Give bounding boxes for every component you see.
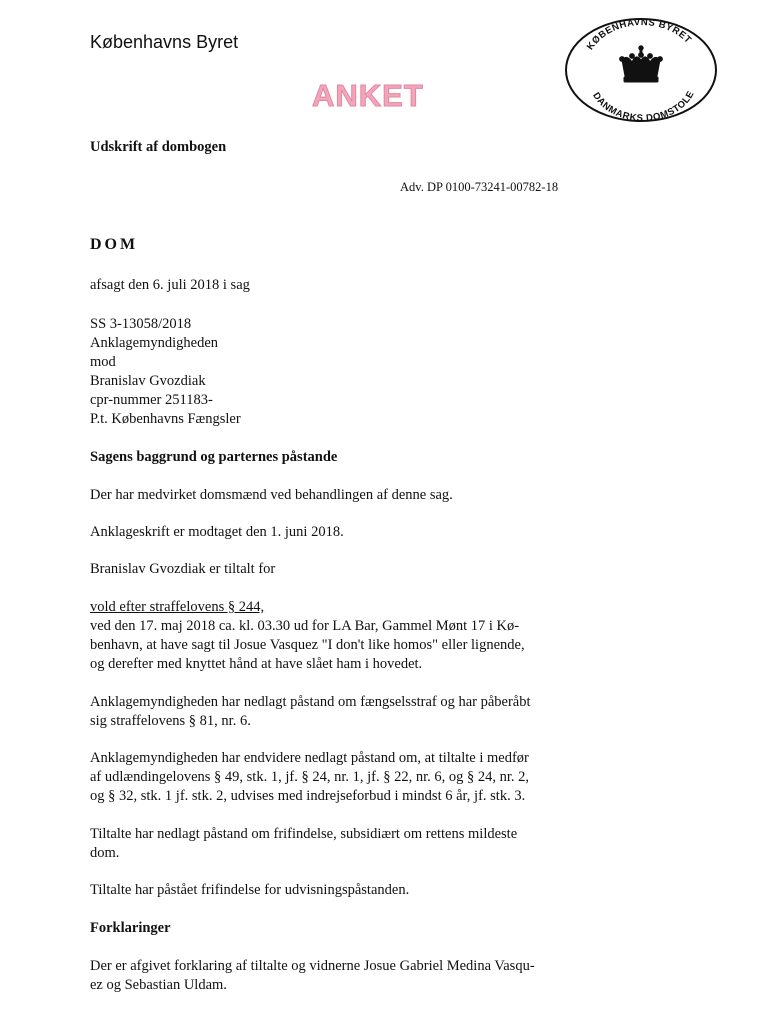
court-name: Københavns Byret [90, 32, 239, 52]
section-heading-explanations: Forklaringer [90, 920, 171, 936]
text-line: dom. [90, 845, 120, 861]
text-line: Anklagemyndigheden har nedlagt påstand om fængselsstraf og har påberåbt [90, 694, 531, 710]
text-line: og § 32, stk. 1 jf. stk. 2, udvises med indrejseforbud i mindst 6 år, jf. stk. 3. [90, 788, 526, 804]
document-subtitle: Udskrift af dombogen [90, 139, 227, 155]
case-number: SS 3-13058/2018 [90, 316, 192, 332]
court-seal [563, 16, 719, 124]
crown-icon [620, 46, 663, 82]
section-heading-background: Sagens baggrund og parternes påstande [90, 449, 338, 465]
text-line: af udlændingelovens § 49, stk. 1, jf. § 24, nr. 1, jf. § 22, nr. 6, og § 24, nr. 2, [90, 769, 530, 785]
charge-line: og derefter med knyttet hånd at have slået ham i hovedet. [90, 656, 423, 672]
text-line: ez og Sebastian Uldam. [90, 977, 227, 993]
charge-heading: vold efter straffelovens § 244, [90, 599, 265, 615]
document-title: DOM [90, 236, 139, 253]
issued-line: afsagt den 6. juli 2018 i sag [90, 277, 250, 293]
case-defendant: Branislav Gvozdiak [90, 373, 206, 389]
svg-text:DANMARKS DOMSTOLE [590, 89, 696, 124]
text-line: Anklagemyndigheden har endvidere nedlagt påstand om, at tiltalte i medfør [90, 750, 529, 766]
paragraph-indictment: Anklageskrift er modtaget den 1. juni 2018. [90, 524, 344, 540]
seal-top-text: KØBENHAVNS BYRET [584, 16, 694, 53]
text-line: Tiltalte har nedlagt påstand om frifindelse, subsidiært om rettens mildeste [90, 826, 518, 842]
charge-line: benhavn, at have sagt til Josue Vasquez "I don't like homos" eller lignende, [90, 637, 525, 653]
anket-stamp: ANKET [312, 78, 424, 113]
seal-svg [563, 16, 719, 124]
text-line: Der er afgivet forklaring af tiltalte og vidnerne Josue Gabriel Medina Vasqu- [90, 958, 535, 974]
case-cpr: cpr-nummer 251183- [90, 392, 213, 408]
paragraph-defense-expulsion: Tiltalte har påstået frifindelse for udvisningspåstanden. [90, 882, 410, 898]
charge-line: ved den 17. maj 2018 ca. kl. 03.30 ud for LA Bar, Gammel Mønt 17 i Kø- [90, 618, 520, 634]
paragraph-charged: Branislav Gvozdiak er tiltalt for [90, 561, 276, 577]
case-prosecutor: Anklagemyndigheden [90, 335, 219, 351]
seal-bottom-text: DANMARKS DOMSTOLE [590, 89, 697, 124]
case-versus: mod [90, 354, 116, 370]
case-location: P.t. Københavns Fængsler [90, 411, 241, 427]
reference-number: Adv. DP 0100-73241-00782-18 [400, 180, 559, 194]
paragraph-lay-judges: Der har medvirket domsmænd ved behandlingen af denne sag. [90, 487, 453, 503]
text-line: sig straffelovens § 81, nr. 6. [90, 713, 251, 729]
